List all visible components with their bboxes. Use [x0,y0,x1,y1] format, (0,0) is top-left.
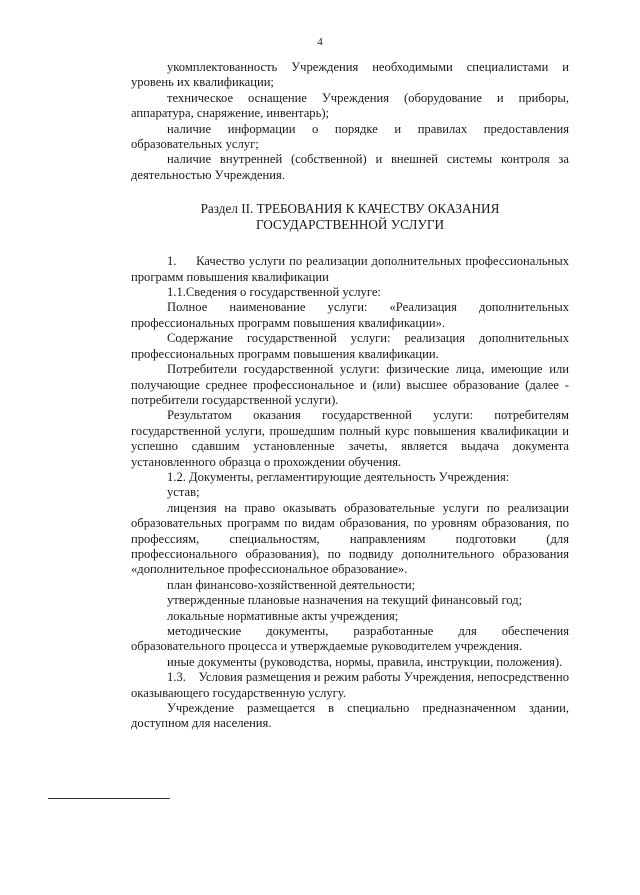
service-result: Результатом оказания государственной услуги: потребителям государственной услуги, прошедшим полный курс повышения квалификации и успешно сдавшим установленные зачеты, является выдача документа установленного образца о прохождении обучения. [131,408,569,469]
section-heading-line-2: ГОСУДАРСТВЕННОЙ УСЛУГИ [256,216,444,232]
document-item-budget: утвержденные плановые назначения на текущий финансовый год; [167,593,523,608]
conditions-heading: 1.3. Условия размещения и режим работы Учреждения, непосредственно оказывающего государственную услугу. [131,670,569,700]
service-content: Содержание государственной услуги: реализация дополнительных профессиональных программ повышения квалификации. [131,331,569,361]
section-heading [131,201,569,232]
footnote-separator [48,798,170,799]
service-consumers: Потребители государственной услуги: физические лица, имеющие или получающие среднее профессиональное и (или) высшее образование (далее - потребители государственной услуги). [131,362,569,407]
intro-paragraph-2: техническое оснащение Учреждения (оборудование и приборы, аппаратура, снаряжение, инвентарь); [131,90,569,121]
service-full-name: Полное наименование услуги: «Реализация дополнительных профессиональных программ повышения квалификации». [131,300,569,330]
document-item-charter: устав; [167,485,200,500]
quality-paragraph: 1. Качество услуги по реализации дополнительных профессиональных программ повышения квалификации [131,254,569,284]
document-item-license: лицензия на право оказывать образовательные услуги по реализации образовательных программ по видам образования, по уровням образования, по профессиям, специальностям, направлениям подготовки (для профессионального образования), по подвиду дополнительного образования «дополнительное профессиональное образование». [131,500,569,577]
intro-paragraph-1: укомплектованность Учреждения необходимыми специалистами и уровень их квалификации; [131,60,569,90]
document-item-financial-plan: план финансово-хозяйственной деятельности; [167,577,416,592]
document-item-methodical: методические документы, разработанные для обеспечения образовательного процесса и утверждаемые руководителем учреждения. [131,624,569,654]
service-info-heading: 1.1.Сведения о государственной услуге: [167,285,381,300]
intro-paragraph-3: наличие информации о порядке и правилах предоставления образовательных услуг; [131,121,569,152]
documents-heading: 1.2. Документы, регламентирующие деятельность Учреждения: [167,469,510,484]
document-body [131,60,569,732]
intro-paragraph-4: наличие внутренней (собственной) и внешней системы контроля за деятельностью Учреждения. [131,152,569,182]
placement-paragraph: Учреждение размещается в специально предназначенном здании, доступном для населения. [131,701,569,731]
document-item-other: иные документы (руководства, нормы, правила, инструкции, положения). [167,654,563,669]
document-item-local-acts: локальные нормативные акты учреждения; [167,608,399,623]
section-heading-line-1: Раздел II. ТРЕБОВАНИЯ К КАЧЕСТВУ ОКАЗАНИЯ [200,201,500,217]
page-number: 4 [317,36,323,48]
